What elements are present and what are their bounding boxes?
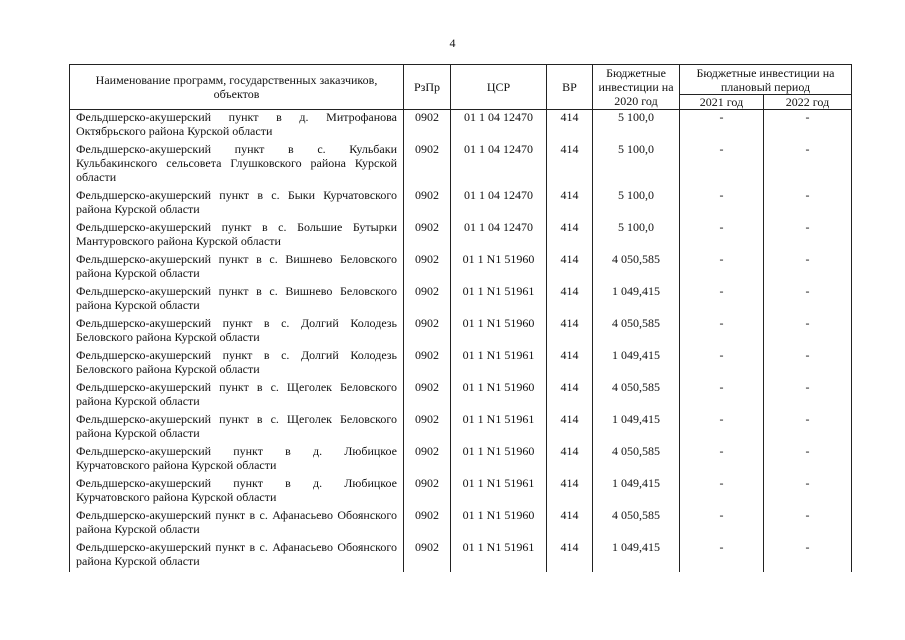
vr-cell: 414: [547, 284, 593, 316]
rzpr-cell: 0902: [404, 348, 451, 380]
budget-2021-cell: -: [680, 284, 764, 316]
rzpr-cell: 0902: [404, 188, 451, 220]
budget-2021-cell: -: [680, 508, 764, 540]
facility-name-cell: Фельдшерско-акушерский пункт в д. Митрофанова Октябрьского района Курской области: [70, 110, 404, 143]
budget-2020-cell: 1 049,415: [593, 476, 680, 508]
budget-2020-cell: 4 050,585: [593, 380, 680, 412]
facility-name-cell: Фельдшерско-акушерский пункт в д. Любицкое Курчатовского района Курской области: [70, 444, 404, 476]
rzpr-cell: 0902: [404, 508, 451, 540]
table-row: [70, 444, 852, 476]
csr-cell: 01 1 04 12470: [451, 110, 547, 143]
budget-2021-cell: -: [680, 110, 764, 143]
vr-cell: 414: [547, 188, 593, 220]
header-budget-2020: Бюджетные инвестиции на 2020 год: [593, 65, 680, 110]
budget-2020-cell: 5 100,0: [593, 188, 680, 220]
csr-cell: 01 1 04 12470: [451, 188, 547, 220]
table-row: [70, 142, 852, 188]
budget-2022-cell: -: [764, 348, 852, 380]
vr-cell: 414: [547, 444, 593, 476]
rzpr-cell: 0902: [404, 220, 451, 252]
table-row: [70, 188, 852, 220]
vr-cell: 414: [547, 508, 593, 540]
budget-2021-cell: -: [680, 380, 764, 412]
csr-cell: 01 1 N1 51960: [451, 316, 547, 348]
budget-2021-cell: -: [680, 476, 764, 508]
csr-cell: 01 1 N1 51961: [451, 476, 547, 508]
budget-2022-cell: -: [764, 220, 852, 252]
csr-cell: 01 1 N1 51961: [451, 348, 547, 380]
table-row: [70, 508, 852, 540]
vr-cell: 414: [547, 348, 593, 380]
vr-cell: 414: [547, 142, 593, 188]
vr-cell: 414: [547, 540, 593, 572]
facility-name-cell: Фельдшерско-акушерский пункт в с. Щеголек Беловского района Курской области: [70, 380, 404, 412]
facility-name-cell: Фельдшерско-акушерский пункт в с. Вишнево Беловского района Курской области: [70, 284, 404, 316]
vr-cell: 414: [547, 316, 593, 348]
budget-2021-cell: -: [680, 220, 764, 252]
budget-2020-cell: 4 050,585: [593, 316, 680, 348]
budget-2022-cell: -: [764, 476, 852, 508]
budget-2020-cell: 1 049,415: [593, 540, 680, 572]
csr-cell: 01 1 N1 51960: [451, 444, 547, 476]
budget-2020-cell: 5 100,0: [593, 110, 680, 143]
budget-2020-cell: 4 050,585: [593, 444, 680, 476]
table-row: [70, 220, 852, 252]
budget-2022-cell: -: [764, 110, 852, 143]
rzpr-cell: 0902: [404, 412, 451, 444]
facility-name-cell: Фельдшерско-акушерский пункт в с. Большие Бутырки Мантуровского района Курской области: [70, 220, 404, 252]
table-body: [70, 110, 852, 573]
budget-2020-cell: 5 100,0: [593, 142, 680, 188]
vr-cell: 414: [547, 412, 593, 444]
vr-cell: 414: [547, 252, 593, 284]
budget-2020-cell: 4 050,585: [593, 508, 680, 540]
facility-name-cell: Фельдшерско-акушерский пункт в с. Афанасьево Обоянского района Курской области: [70, 508, 404, 540]
csr-cell: 01 1 N1 51960: [451, 252, 547, 284]
table-row: [70, 380, 852, 412]
budget-2021-cell: -: [680, 188, 764, 220]
header-budget-planned: Бюджетные инвестиции на плановый период: [680, 65, 852, 95]
rzpr-cell: 0902: [404, 142, 451, 188]
table-row: [70, 348, 852, 380]
budget-investment-table: [69, 64, 852, 572]
budget-2021-cell: -: [680, 252, 764, 284]
vr-cell: 414: [547, 110, 593, 143]
budget-2020-cell: 1 049,415: [593, 348, 680, 380]
budget-2022-cell: -: [764, 540, 852, 572]
table-row: [70, 252, 852, 284]
csr-cell: 01 1 N1 51960: [451, 380, 547, 412]
facility-name-cell: Фельдшерско-акушерский пункт в с. Долгий Колодезь Беловского района Курской области: [70, 348, 404, 380]
budget-2022-cell: -: [764, 284, 852, 316]
csr-cell: 01 1 04 12470: [451, 220, 547, 252]
vr-cell: 414: [547, 380, 593, 412]
table-row: [70, 284, 852, 316]
header-rzpr: РзПр: [404, 65, 451, 110]
budget-2021-cell: -: [680, 348, 764, 380]
csr-cell: 01 1 N1 51961: [451, 412, 547, 444]
csr-cell: 01 1 N1 51960: [451, 508, 547, 540]
budget-2022-cell: -: [764, 188, 852, 220]
rzpr-cell: 0902: [404, 540, 451, 572]
budget-2022-cell: -: [764, 380, 852, 412]
budget-2022-cell: -: [764, 252, 852, 284]
budget-2022-cell: -: [764, 412, 852, 444]
budget-2021-cell: -: [680, 142, 764, 188]
rzpr-cell: 0902: [404, 380, 451, 412]
budget-2022-cell: -: [764, 508, 852, 540]
rzpr-cell: 0902: [404, 284, 451, 316]
budget-2021-cell: -: [680, 444, 764, 476]
vr-cell: 414: [547, 220, 593, 252]
page-number: 4: [449, 36, 456, 50]
facility-name-cell: Фельдшерско-акушерский пункт в д. Любицкое Курчатовского района Курской области: [70, 476, 404, 508]
csr-cell: 01 1 04 12470: [451, 142, 547, 188]
csr-cell: 01 1 N1 51961: [451, 284, 547, 316]
header-year-2021: 2021 год: [680, 95, 764, 110]
budget-2021-cell: -: [680, 540, 764, 572]
rzpr-cell: 0902: [404, 444, 451, 476]
facility-name-cell: Фельдшерско-акушерский пункт в с. Кульбаки Кульбакинского сельсовета Глушковского района Курской области: [70, 142, 404, 188]
table-header: [70, 65, 852, 110]
rzpr-cell: 0902: [404, 316, 451, 348]
table-row: [70, 476, 852, 508]
table-row: [70, 412, 852, 444]
budget-2020-cell: 5 100,0: [593, 220, 680, 252]
rzpr-cell: 0902: [404, 476, 451, 508]
budget-2022-cell: -: [764, 444, 852, 476]
rzpr-cell: 0902: [404, 252, 451, 284]
budget-2022-cell: -: [764, 316, 852, 348]
budget-2022-cell: -: [764, 142, 852, 188]
budget-2021-cell: -: [680, 412, 764, 444]
budget-2021-cell: -: [680, 316, 764, 348]
table-row: [70, 540, 852, 572]
header-name: Наименование программ, государственных заказчиков, объектов: [70, 65, 404, 110]
table-row: [70, 316, 852, 348]
facility-name-cell: Фельдшерско-акушерский пункт в с. Афанасьево Обоянского района Курской области: [70, 540, 404, 572]
facility-name-cell: Фельдшерско-акушерский пункт в с. Долгий Колодезь Беловского района Курской области: [70, 316, 404, 348]
budget-2020-cell: 1 049,415: [593, 412, 680, 444]
csr-cell: 01 1 N1 51961: [451, 540, 547, 572]
budget-2020-cell: 4 050,585: [593, 252, 680, 284]
header-vr: ВР: [547, 65, 593, 110]
header-year-2022: 2022 год: [764, 95, 852, 110]
facility-name-cell: Фельдшерско-акушерский пункт в с. Вишнево Беловского района Курской области: [70, 252, 404, 284]
table-row: [70, 110, 852, 143]
facility-name-cell: Фельдшерско-акушерский пункт в с. Щеголек Беловского района Курской области: [70, 412, 404, 444]
rzpr-cell: 0902: [404, 110, 451, 143]
budget-2020-cell: 1 049,415: [593, 284, 680, 316]
facility-name-cell: Фельдшерско-акушерский пункт в с. Быки Курчатовского района Курской области: [70, 188, 404, 220]
header-csr: ЦСР: [451, 65, 547, 110]
vr-cell: 414: [547, 476, 593, 508]
